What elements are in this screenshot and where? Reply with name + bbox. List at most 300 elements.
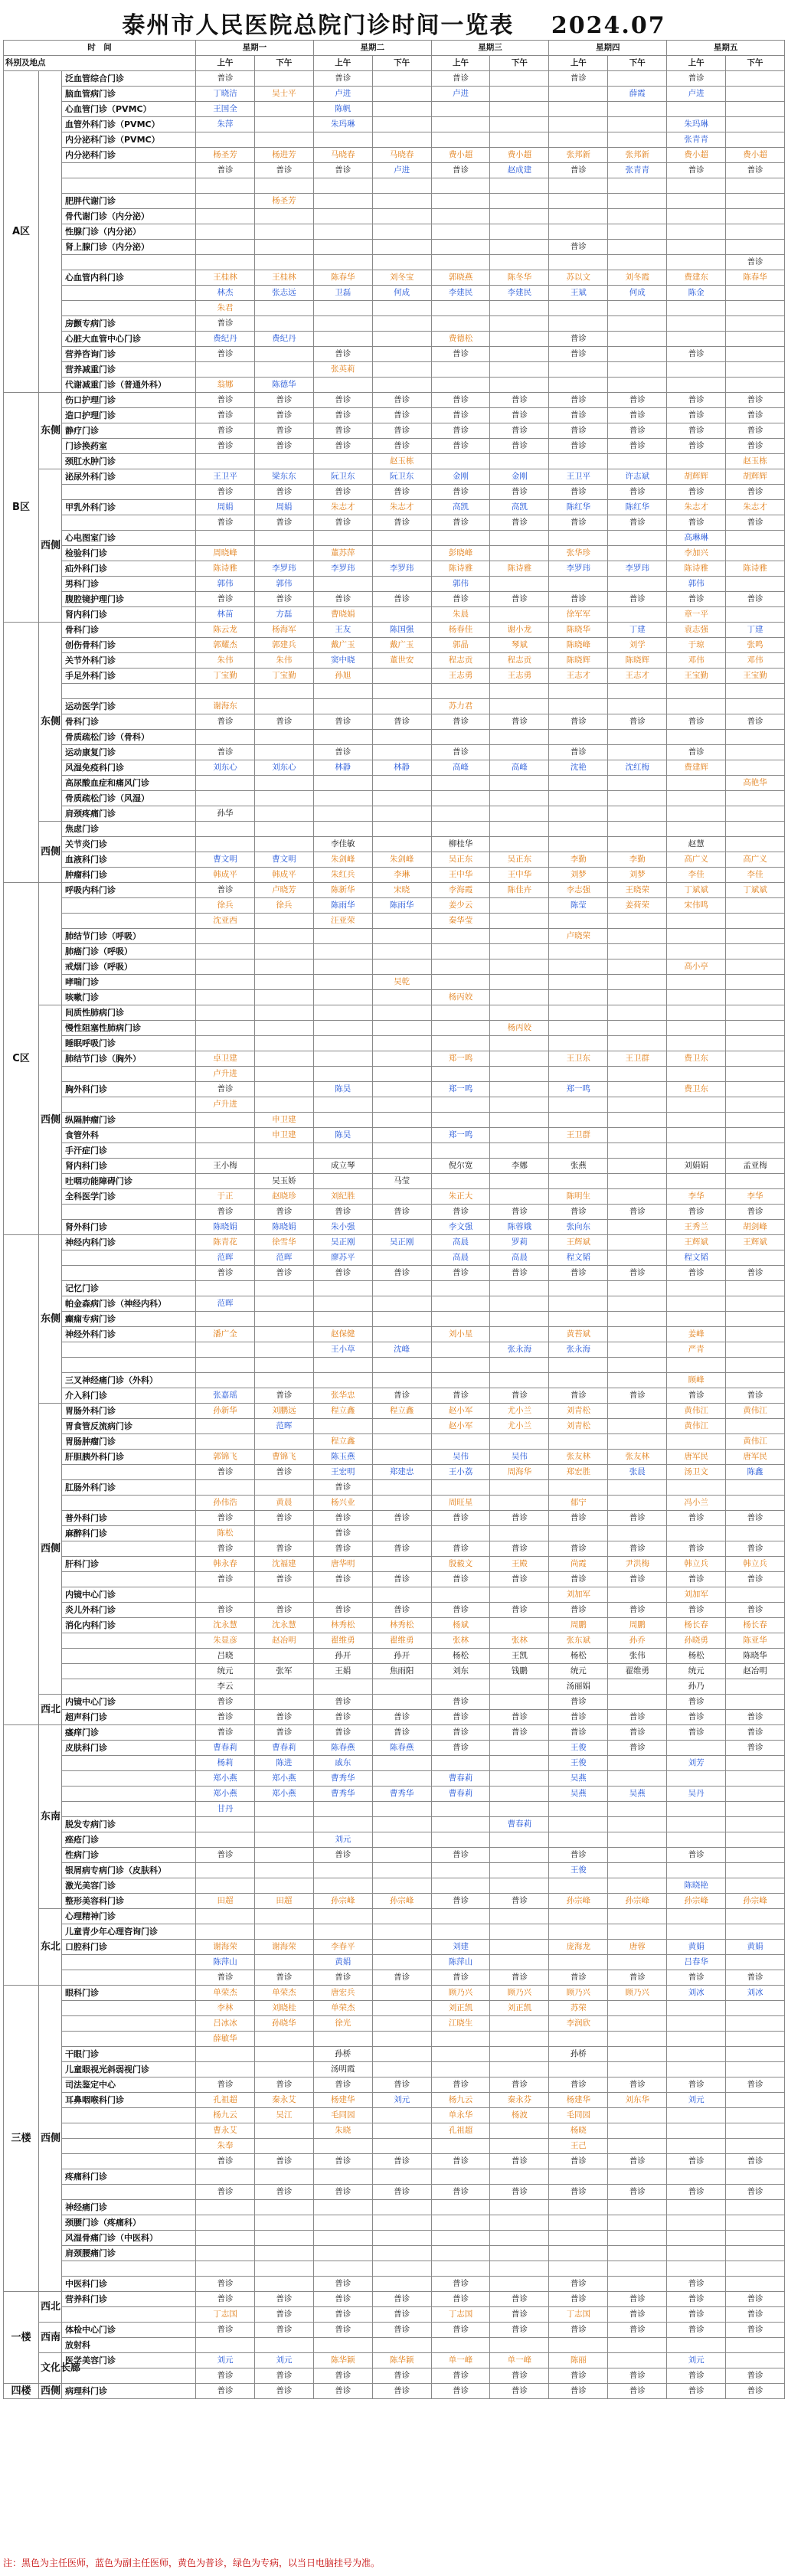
doctor-cell — [196, 1832, 255, 1848]
department-name: 关节外科门诊 — [62, 653, 196, 669]
doctor-cell — [726, 2215, 785, 2231]
doctor-cell: 胡剑峰 — [726, 1220, 785, 1235]
doctor-cell — [372, 1557, 431, 1572]
doctor-cell: 普诊 — [490, 1541, 549, 1557]
schedule-table — [3, 40, 785, 2399]
department-name: 耳鼻咽喉科门诊 — [62, 2093, 196, 2108]
doctor-cell: 普诊 — [490, 714, 549, 730]
doctor-cell: 阮卫东 — [372, 469, 431, 485]
doctor-cell — [608, 1404, 667, 1419]
doctor-cell: 曹春莉 — [431, 1787, 490, 1802]
department-name: 全科医学门诊 — [62, 1189, 196, 1205]
doctor-cell — [608, 316, 667, 332]
doctor-cell — [608, 1909, 667, 1924]
doctor-cell: 杨莉 — [196, 1756, 255, 1771]
department-name: 营养科门诊 — [62, 2292, 196, 2307]
doctor-cell — [372, 102, 431, 117]
doctor-cell: 尹洪梅 — [608, 1557, 667, 1572]
table-row — [4, 2001, 785, 2016]
table-row — [4, 2139, 785, 2154]
department-name: 肾内科门诊 — [62, 607, 196, 623]
doctor-cell: 张志远 — [254, 286, 313, 301]
doctor-cell: 谢小龙 — [490, 623, 549, 638]
doctor-cell — [608, 806, 667, 822]
doctor-cell — [431, 132, 490, 148]
doctor-cell — [549, 378, 608, 393]
doctor-cell: 单荣杰 — [254, 1986, 313, 2001]
doctor-cell — [372, 378, 431, 393]
doctor-cell — [254, 224, 313, 240]
doctor-cell — [372, 1695, 431, 1710]
doctor-cell — [490, 1097, 549, 1113]
doctor-cell — [490, 71, 549, 87]
table-row — [4, 1603, 785, 1618]
doctor-cell — [196, 1143, 255, 1159]
table-row — [4, 1189, 785, 1205]
doctor-cell — [196, 454, 255, 469]
am-header: 上午 — [667, 56, 726, 71]
doctor-cell — [313, 730, 372, 745]
doctor-cell — [608, 577, 667, 592]
doctor-cell — [254, 2062, 313, 2077]
doctor-cell: 费卫东 — [667, 1051, 726, 1067]
doctor-cell — [372, 255, 431, 270]
doctor-cell: 周海华 — [490, 1465, 549, 1480]
doctor-cell — [726, 730, 785, 745]
doctor-cell — [490, 1143, 549, 1159]
doctor-cell: 李华 — [667, 1189, 726, 1205]
department-name: 甲乳外科门诊 — [62, 500, 196, 515]
department-name: 三叉神经痛门诊（外科） — [62, 1373, 196, 1388]
doctor-cell — [608, 1587, 667, 1603]
table-row — [4, 1143, 785, 1159]
doctor-cell: 普诊 — [608, 393, 667, 408]
doctor-cell — [549, 684, 608, 699]
doctor-cell — [372, 2032, 431, 2047]
doctor-cell — [667, 2231, 726, 2246]
doctor-cell — [608, 347, 667, 362]
doctor-cell — [726, 2047, 785, 2062]
doctor-cell — [667, 194, 726, 209]
doctor-cell: 赵玉栋 — [726, 454, 785, 469]
doctor-cell — [196, 929, 255, 944]
table-row — [4, 485, 785, 500]
doctor-cell: 刘元 — [313, 1832, 372, 1848]
doctor-cell: 普诊 — [372, 2077, 431, 2093]
doctor-cell — [549, 2032, 608, 2047]
doctor-cell — [667, 2139, 726, 2154]
doctor-cell — [608, 2016, 667, 2032]
doctor-cell — [726, 2062, 785, 2077]
doctor-cell: 陈萍山 — [431, 1955, 490, 1970]
doctor-cell: 普诊 — [313, 1695, 372, 1710]
doctor-cell — [431, 730, 490, 745]
department-name: 胸外科门诊 — [62, 1082, 196, 1097]
doctor-cell: 杨松 — [431, 1649, 490, 1664]
doctor-cell: 普诊 — [608, 1266, 667, 1281]
doctor-cell: 程志贡 — [490, 653, 549, 669]
doctor-cell: 李娜 — [490, 1159, 549, 1174]
sub-area-label: 西侧 — [39, 1404, 62, 1695]
doctor-cell: 申卫建 — [254, 1128, 313, 1143]
doctor-cell: 曹永艾 — [196, 2123, 255, 2139]
doctor-cell: 郁宁 — [549, 1496, 608, 1511]
doctor-cell: 陈德华 — [254, 378, 313, 393]
doctor-cell: 普诊 — [549, 2292, 608, 2307]
department-name: 心理精神门诊 — [62, 1909, 196, 1924]
sub-area-label: 西侧 — [39, 2384, 62, 2399]
doctor-cell — [372, 2169, 431, 2185]
doctor-cell: 金刚 — [431, 469, 490, 485]
doctor-cell — [549, 1296, 608, 1312]
doctor-cell — [431, 2169, 490, 2185]
sub-area-label: 东侧 — [39, 1235, 62, 1404]
department-name — [62, 2032, 196, 2047]
doctor-cell: 普诊 — [549, 515, 608, 531]
doctor-cell: 罗莉 — [490, 1235, 549, 1250]
department-name: 口腔科门诊 — [62, 1940, 196, 1955]
doctor-cell — [254, 1817, 313, 1832]
doctor-cell: 普诊 — [490, 1894, 549, 1909]
doctor-cell: 赵成建 — [490, 163, 549, 178]
doctor-cell — [254, 837, 313, 852]
doctor-cell: 普诊 — [667, 1266, 726, 1281]
doctor-cell: 普诊 — [313, 2307, 372, 2323]
doctor-cell: 黄伟江 — [667, 1404, 726, 1419]
doctor-cell — [726, 1832, 785, 1848]
doctor-cell: 杨松 — [667, 1649, 726, 1664]
doctor-cell — [549, 2338, 608, 2353]
doctor-cell: 普诊 — [726, 1572, 785, 1587]
doctor-cell: 普诊 — [431, 1970, 490, 1986]
doctor-cell: 王志勇 — [431, 669, 490, 684]
table-row — [4, 1327, 785, 1342]
doctor-cell: 普诊 — [490, 2368, 549, 2384]
doctor-cell — [254, 684, 313, 699]
department-name: 介入科门诊 — [62, 1388, 196, 1404]
doctor-cell: 王辉斌 — [726, 1235, 785, 1250]
doctor-cell — [372, 791, 431, 806]
doctor-cell: 普诊 — [431, 2077, 490, 2093]
doctor-cell: 单荣杰 — [313, 2001, 372, 2016]
doctor-cell — [726, 1909, 785, 1924]
table-row — [4, 2169, 785, 2185]
doctor-cell — [549, 699, 608, 714]
department-name: 麻醉科门诊 — [62, 1526, 196, 1541]
doctor-cell — [726, 546, 785, 561]
table-row — [4, 1557, 785, 1572]
doctor-cell — [372, 730, 431, 745]
table-row — [4, 531, 785, 546]
doctor-cell — [431, 2231, 490, 2246]
doctor-cell: 唐蓉 — [608, 1940, 667, 1955]
doctor-cell — [372, 2246, 431, 2261]
doctor-cell — [608, 1480, 667, 1496]
doctor-cell — [549, 1434, 608, 1450]
department-name — [62, 163, 196, 178]
doctor-cell — [726, 2108, 785, 2123]
doctor-cell: 陈亚华 — [726, 1633, 785, 1649]
doctor-cell: 杨建华 — [549, 2093, 608, 2108]
doctor-cell — [372, 71, 431, 87]
doctor-cell — [431, 1878, 490, 1894]
doctor-cell — [313, 1296, 372, 1312]
table-row — [4, 1174, 785, 1189]
doctor-cell: 普诊 — [372, 2185, 431, 2200]
doctor-cell — [372, 2215, 431, 2231]
doctor-cell: 沈永慧 — [254, 1618, 313, 1633]
doctor-cell — [254, 1082, 313, 1097]
doctor-cell — [549, 944, 608, 959]
doctor-cell: 翟维勇 — [372, 1633, 431, 1649]
doctor-cell: 普诊 — [608, 408, 667, 423]
doctor-cell — [372, 990, 431, 1005]
doctor-cell — [431, 102, 490, 117]
department-name: 肝科门诊 — [62, 1557, 196, 1572]
doctor-cell — [372, 837, 431, 852]
doctor-cell — [549, 178, 608, 194]
doctor-cell: 普诊 — [667, 408, 726, 423]
doctor-cell: 普诊 — [726, 423, 785, 439]
doctor-cell: 普诊 — [372, 1511, 431, 1526]
doctor-cell: 杨兴业 — [313, 1496, 372, 1511]
doctor-cell: 普诊 — [667, 1725, 726, 1741]
doctor-cell — [431, 240, 490, 255]
doctor-cell: 单一峰 — [490, 2353, 549, 2368]
doctor-cell — [667, 1434, 726, 1450]
doctor-cell: 陈晓娟 — [196, 1220, 255, 1235]
doctor-cell: 普诊 — [667, 439, 726, 454]
department-name: 性病门诊 — [62, 1848, 196, 1863]
doctor-cell — [313, 1113, 372, 1128]
doctor-cell — [254, 806, 313, 822]
doctor-cell — [254, 1097, 313, 1113]
doctor-cell — [254, 316, 313, 332]
doctor-cell — [608, 362, 667, 378]
doctor-cell: 王俊 — [549, 1741, 608, 1756]
table-row — [4, 1955, 785, 1970]
day-header: 星期五 — [667, 41, 785, 56]
doctor-cell — [254, 1863, 313, 1878]
doctor-cell — [372, 1281, 431, 1296]
doctor-cell — [608, 1250, 667, 1266]
doctor-cell — [431, 1480, 490, 1496]
doctor-cell — [196, 2338, 255, 2353]
doctor-cell — [254, 1005, 313, 1021]
department-name: 神经痛门诊 — [62, 2200, 196, 2215]
doctor-cell: 郑小燕 — [254, 1787, 313, 1802]
doctor-cell — [196, 1358, 255, 1373]
doctor-cell: 费德松 — [431, 332, 490, 347]
department-name — [62, 2185, 196, 2200]
department-name: 高尿酸血症和痛风门诊 — [62, 776, 196, 791]
department-name: 肾上腺门诊（内分泌） — [62, 240, 196, 255]
doctor-cell — [196, 209, 255, 224]
doctor-cell — [726, 2353, 785, 2368]
doctor-cell: 高晨 — [431, 1235, 490, 1250]
doctor-cell: 普诊 — [431, 2368, 490, 2384]
doctor-cell — [726, 2200, 785, 2215]
doctor-cell — [490, 822, 549, 837]
doctor-cell: 普诊 — [490, 1388, 549, 1404]
doctor-cell: 普诊 — [254, 2323, 313, 2338]
doctor-cell: 陈萍山 — [196, 1955, 255, 1970]
doctor-cell: 徐兵 — [254, 898, 313, 914]
table-row — [4, 332, 785, 347]
doctor-cell: 普诊 — [313, 1205, 372, 1220]
title-date: 2024.07 — [551, 12, 666, 39]
doctor-cell — [431, 1817, 490, 1832]
department-name: 内镜中心门诊 — [62, 1695, 196, 1710]
department-name: 肿瘤科门诊 — [62, 868, 196, 883]
doctor-cell: 苏荣 — [549, 2001, 608, 2016]
doctor-cell: 普诊 — [313, 2154, 372, 2169]
doctor-cell — [549, 1143, 608, 1159]
doctor-cell: 郭伟 — [254, 577, 313, 592]
doctor-cell — [726, 1113, 785, 1128]
doctor-cell — [608, 102, 667, 117]
doctor-cell — [254, 362, 313, 378]
pm-header: 下午 — [490, 56, 549, 71]
table-row — [4, 224, 785, 240]
department-name: 皮肤科门诊 — [62, 1741, 196, 1756]
doctor-cell — [372, 1986, 431, 2001]
doctor-cell — [608, 194, 667, 209]
doctor-cell — [608, 1496, 667, 1511]
doctor-cell: 袁志强 — [667, 623, 726, 638]
department-name — [62, 1465, 196, 1480]
doctor-cell: 普诊 — [313, 1511, 372, 1526]
doctor-cell: 普诊 — [667, 423, 726, 439]
doctor-cell: 普诊 — [726, 1725, 785, 1741]
doctor-cell — [313, 316, 372, 332]
department-name — [62, 1342, 196, 1358]
doctor-cell — [608, 1771, 667, 1787]
doctor-cell: 普诊 — [254, 485, 313, 500]
doctor-cell — [372, 1832, 431, 1848]
doctor-cell: 卢升进 — [196, 1067, 255, 1082]
doctor-cell — [431, 2032, 490, 2047]
doctor-cell — [490, 2277, 549, 2292]
doctor-cell — [313, 1067, 372, 1082]
doctor-cell: 曹春莉 — [431, 1771, 490, 1787]
doctor-cell: 赵保健 — [313, 1327, 372, 1342]
doctor-cell — [726, 1771, 785, 1787]
doctor-cell — [667, 178, 726, 194]
doctor-cell: 梁东东 — [254, 469, 313, 485]
department-name — [62, 1358, 196, 1373]
doctor-cell — [313, 2215, 372, 2231]
doctor-cell: 孙开 — [313, 1649, 372, 1664]
doctor-cell: 普诊 — [549, 2154, 608, 2169]
doctor-cell — [608, 2169, 667, 2185]
doctor-cell — [726, 316, 785, 332]
doctor-cell: 李华 — [726, 1189, 785, 1205]
doctor-cell: 普诊 — [608, 2307, 667, 2323]
doctor-cell: 普诊 — [431, 2292, 490, 2307]
doctor-cell: 王宏明 — [313, 1465, 372, 1480]
doctor-cell: 王志才 — [549, 669, 608, 684]
department-name: 心血管门诊（PVMC） — [62, 102, 196, 117]
doctor-cell: 普诊 — [549, 745, 608, 760]
doctor-cell: 林杰 — [196, 286, 255, 301]
doctor-cell: 普诊 — [196, 2077, 255, 2093]
table-row — [4, 653, 785, 669]
doctor-cell — [549, 194, 608, 209]
doctor-cell: 普诊 — [608, 515, 667, 531]
department-name — [62, 515, 196, 531]
table-row — [4, 760, 785, 776]
doctor-cell — [608, 1878, 667, 1894]
table-row — [4, 454, 785, 469]
doctor-cell — [196, 2215, 255, 2231]
doctor-cell: 黄伟江 — [726, 1434, 785, 1450]
doctor-cell — [549, 132, 608, 148]
am-header: 上午 — [196, 56, 255, 71]
doctor-cell: 林静 — [372, 760, 431, 776]
doctor-cell: 普诊 — [608, 1603, 667, 1618]
doctor-cell: 陈丽 — [549, 2353, 608, 2368]
doctor-cell — [608, 1327, 667, 1342]
doctor-cell — [490, 944, 549, 959]
doctor-cell — [667, 1005, 726, 1021]
header-row-days — [4, 41, 785, 56]
doctor-cell — [372, 531, 431, 546]
doctor-cell: 周鹏 — [608, 1618, 667, 1633]
doctor-cell — [254, 1526, 313, 1541]
doctor-cell: 普诊 — [196, 1710, 255, 1725]
doctor-cell: 孙开 — [372, 1649, 431, 1664]
doctor-cell: 汤丽娟 — [549, 1679, 608, 1695]
table-row — [4, 684, 785, 699]
doctor-cell — [490, 959, 549, 975]
doctor-cell — [372, 745, 431, 760]
doctor-cell: 普诊 — [313, 408, 372, 423]
doctor-cell: 普诊 — [372, 1725, 431, 1741]
table-row — [4, 1832, 785, 1848]
table-row — [4, 944, 785, 959]
doctor-cell — [254, 1327, 313, 1342]
doctor-cell — [726, 1587, 785, 1603]
doctor-cell — [608, 1281, 667, 1296]
department-name: 焦虑门诊 — [62, 822, 196, 837]
doctor-cell — [549, 2261, 608, 2277]
doctor-cell: 普诊 — [196, 485, 255, 500]
doctor-cell — [313, 822, 372, 837]
doctor-cell — [372, 1021, 431, 1036]
doctor-cell — [549, 1036, 608, 1051]
doctor-cell: 王中华 — [431, 868, 490, 883]
doctor-cell — [372, 2062, 431, 2077]
doctor-cell: 普诊 — [667, 1970, 726, 1986]
doctor-cell: 普诊 — [667, 1205, 726, 1220]
doctor-cell — [667, 2016, 726, 2032]
doctor-cell — [490, 2123, 549, 2139]
doctor-cell — [431, 1358, 490, 1373]
department-name — [62, 1664, 196, 1679]
doctor-cell: 陈雨华 — [313, 898, 372, 914]
doctor-cell: 普诊 — [254, 163, 313, 178]
department-name — [62, 2154, 196, 2169]
doctor-cell: 刘梦 — [549, 868, 608, 883]
doctor-cell — [372, 2200, 431, 2215]
department-name: 肩颈疼痛门诊 — [62, 806, 196, 822]
day-header: 星期三 — [431, 41, 549, 56]
table-row — [4, 1220, 785, 1235]
department-name: 营养咨询门诊 — [62, 347, 196, 362]
table-row — [4, 2261, 785, 2277]
doctor-cell — [254, 929, 313, 944]
